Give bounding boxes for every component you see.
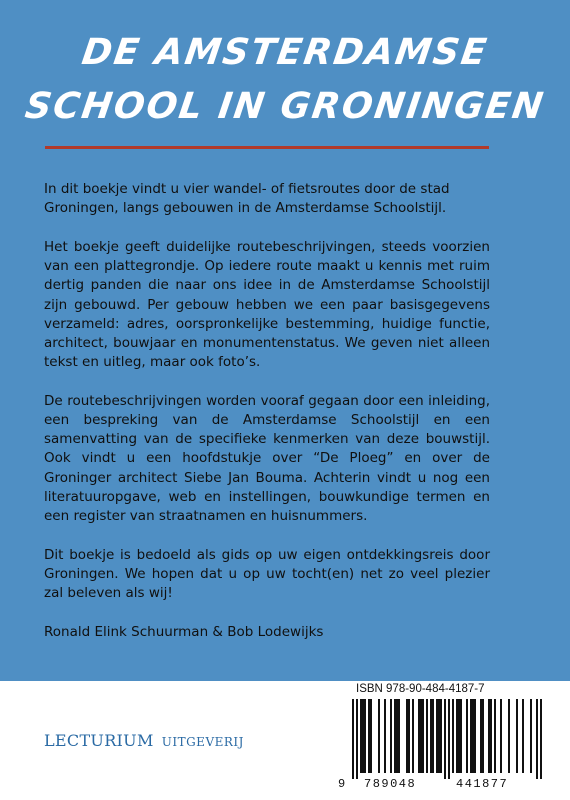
barcode-bar — [356, 699, 358, 779]
barcode-bar — [352, 699, 354, 779]
barcode-bar — [440, 699, 442, 773]
barcode-bar — [480, 699, 482, 773]
barcode-bar — [432, 699, 434, 773]
barcode-bar — [444, 699, 446, 779]
blurb-paragraph-2: Het boekje geeft duidelijke routebeschrijvingen, steeds voorzien van een plattegrondje. Op iedere route maakt u kennis met ruim dertig panden die naar ons idee in de Amsterdamse Schoolstijl zijn gebouwd. Per gebouw hebben we een paar basisgegevens verzameld: adres, oorspronkelijke bestemming, huidige functie, architect, bouwjaar en monumentenstatus. We geven niet alleen tekst en uitleg, maar ook foto’s. — [44, 238, 490, 371]
cover-title-line-1: DE AMSTERDAMSE — [79, 32, 491, 73]
barcode-left-group: 789048 — [364, 777, 417, 791]
barcode-bar — [536, 699, 538, 779]
barcode-bar — [368, 699, 370, 773]
barcode — [338, 683, 566, 793]
isbn-label: ISBN 978-90-484-4187-7 — [356, 683, 485, 695]
barcode-first-digit: 9 — [338, 777, 346, 791]
barcode-bar — [436, 699, 438, 773]
barcode-bar — [408, 699, 410, 773]
title-divider — [45, 146, 489, 149]
blurb-paragraph-1: In dit boekje vindt u vier wandel- of fietsroutes door de stad Groningen, langs gebouwen in de Amsterdamse Schoolstijl. — [44, 181, 450, 217]
barcode-bar — [406, 699, 408, 773]
barcode-bar — [422, 699, 424, 773]
cover-title-line-2: SCHOOL IN GRONINGEN — [22, 86, 548, 127]
barcode-bar — [360, 699, 362, 773]
barcode-bar — [516, 699, 518, 773]
barcode-bar — [418, 699, 420, 773]
barcode-bar — [508, 699, 510, 773]
barcode-bar — [364, 699, 366, 773]
authors: Ronald Elink Schuurman & Bob Lodewijks — [44, 623, 324, 640]
barcode-bar — [540, 699, 542, 779]
barcode-bar — [452, 699, 454, 773]
barcode-bar — [430, 699, 432, 773]
barcode-bar — [522, 699, 524, 773]
barcode-bar — [474, 699, 476, 773]
barcode-bar — [396, 699, 398, 773]
footer-band — [0, 681, 570, 800]
barcode-bar — [362, 699, 364, 773]
barcode-bar — [494, 699, 496, 773]
barcode-bar — [490, 699, 492, 773]
barcode-bar — [460, 699, 462, 773]
barcode-bar — [466, 699, 468, 773]
barcode-bar — [482, 699, 484, 773]
barcode-bars — [350, 699, 550, 779]
blurb-paragraph-4: Dit boekje is bedoeld als gids op uw eigen ontdekkingsreis door Groningen. We hopen dat u op uw tocht(en) net zo veel plezier zal beleven als wij! — [44, 546, 490, 602]
barcode-bar — [384, 699, 386, 773]
barcode-bar — [378, 699, 380, 773]
barcode-bar — [458, 699, 460, 773]
barcode-bar — [438, 699, 440, 773]
publisher-sub: UITGEVERIJ — [161, 735, 244, 749]
barcode-right-group: 441877 — [456, 777, 509, 791]
barcode-bar — [456, 699, 458, 773]
barcode-bar — [370, 699, 372, 773]
barcode-bar — [426, 699, 428, 773]
publisher-logo — [44, 731, 244, 750]
barcode-bar — [530, 699, 532, 773]
barcode-bar — [472, 699, 474, 773]
barcode-bar — [500, 699, 502, 773]
barcode-bar — [398, 699, 400, 773]
blurb-paragraph-3: De routebeschrijvingen worden vooraf gegaan door een inleiding, een bespreking van de Amsterdamse Schoolstijl en een samenvatting van de specifieke kenmerken van deze bouwstijl. Ook vindt u een hoofdstukje over “De Ploeg” en over de Groninger architect Siebe Jan Bouma. Achterin vindt u nog een literatuuropgave, web en instellingen, bouwkundige termen en een register van straatnamen en huisnummers. — [44, 392, 490, 525]
barcode-bar — [394, 699, 396, 773]
publisher-brand: LECTURIUM — [44, 731, 154, 750]
barcode-bar — [488, 699, 490, 773]
barcode-bar — [390, 699, 392, 773]
barcode-bar — [420, 699, 422, 773]
blurb — [44, 180, 490, 662]
barcode-bar — [448, 699, 450, 779]
barcode-bar — [412, 699, 414, 773]
barcode-bar — [470, 699, 472, 773]
